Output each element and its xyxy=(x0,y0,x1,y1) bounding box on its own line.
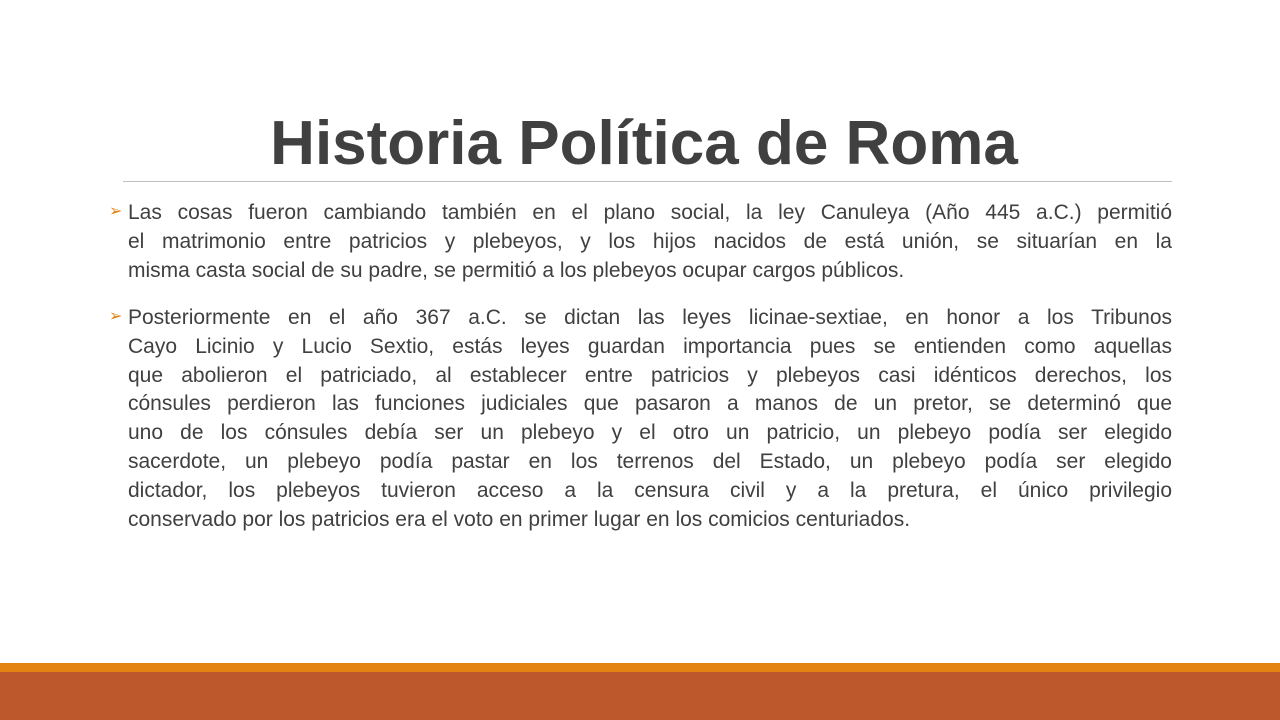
bullet-paragraph-2 xyxy=(128,304,1172,535)
footer-band xyxy=(0,672,1280,720)
paragraph-line: que abolieron el patriciado, al establecer entre patricios y plebeyos casi idénticos derechos, los xyxy=(128,363,1172,387)
title-divider xyxy=(123,181,1172,182)
paragraph-line: sacerdote, un plebeyo podía pastar en los terrenos del Estado, un plebeyo podía ser elegido xyxy=(128,450,1172,474)
paragraph-line: conservado por los patricios era el voto en primer lugar en los comicios centuriados. xyxy=(128,508,911,532)
paragraph-line: dictador, los plebeyos tuvieron acceso a la censura civil y a la pretura, el único privilegio xyxy=(128,479,1172,503)
paragraph-line: Posteriormente en el año 367 a.C. se dictan las leyes licinae-sextiae, en honor a los Tribunos xyxy=(128,305,1172,329)
paragraph-line: uno de los cónsules debía ser un plebeyo y el otro un patricio, un plebeyo podía ser elegido xyxy=(128,421,1172,445)
footer-accent-stripe xyxy=(0,663,1280,672)
bullet-paragraph-1 xyxy=(128,199,1172,286)
arrowhead-bullet-icon xyxy=(109,302,122,331)
slide-title: Historia Política de Roma xyxy=(270,109,1018,178)
paragraph-line: Las cosas fueron cambiando también en el plano social, la ley Canuleya (Año 445 a.C.) permitió xyxy=(128,201,1172,224)
paragraph-line: Cayo Licinio y Lucio Sextio, estás leyes guardan importancia pues se entienden como aquellas xyxy=(128,334,1172,358)
paragraph-line: misma casta social de su padre, se permitió a los plebeyos ocupar cargos públicos. xyxy=(128,258,905,282)
slide-body xyxy=(128,199,1172,553)
paragraph-line: el matrimonio entre patricios y plebeyos, y los hijos nacidos de está unión, se situarían en la xyxy=(128,229,1172,253)
arrowhead-bullet-icon xyxy=(109,197,122,226)
paragraph-line: cónsules perdieron las funciones judiciales que pasaron a manos de un pretor, se determinó que xyxy=(128,392,1172,416)
